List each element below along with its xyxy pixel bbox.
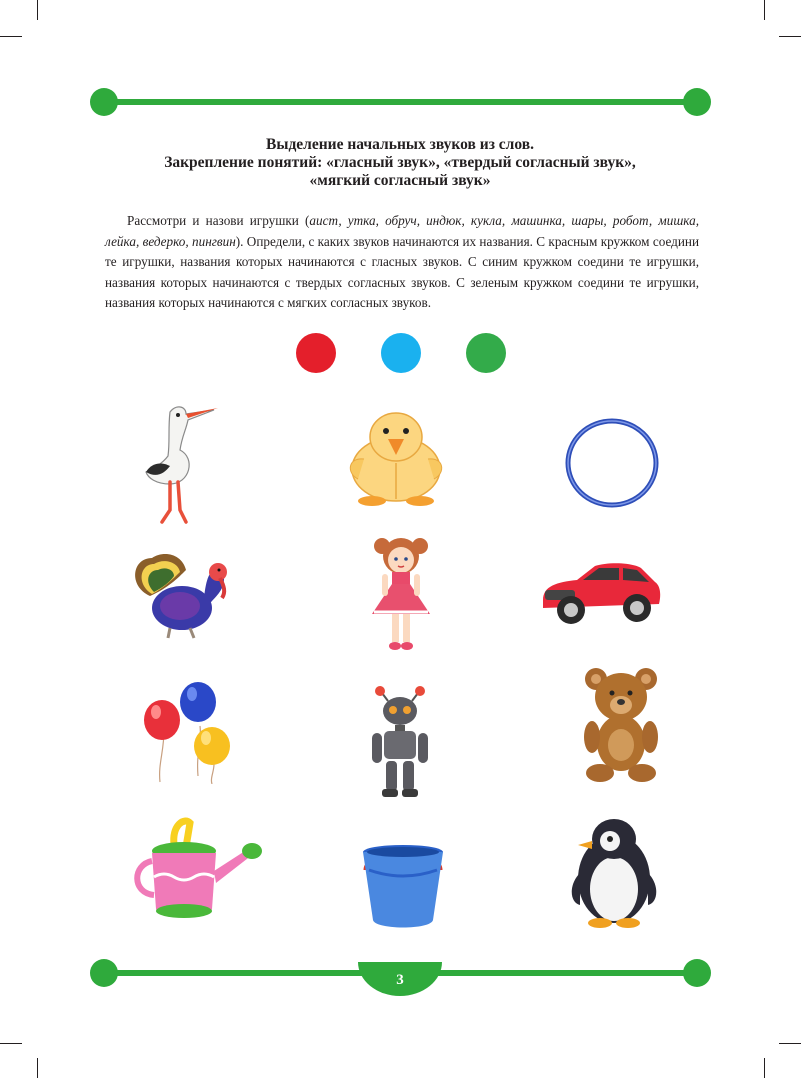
- bucket-picture[interactable]: [357, 840, 449, 930]
- title-line-2: Закрепление понятий: «гласный звук», «твердый согласный звук»,: [164, 154, 636, 171]
- title-line-3: «мягкий согласный звук»: [309, 172, 491, 189]
- page-title: [90, 136, 710, 190]
- balloons-picture[interactable]: [138, 680, 234, 784]
- crop-mark: [764, 0, 765, 20]
- red-circle[interactable]: [296, 333, 336, 373]
- blue-circle[interactable]: [381, 333, 421, 373]
- bear-picture[interactable]: [580, 665, 664, 785]
- instruction-toy-list: аист, утка, обруч, индюк, кукла, машинка, шары, робот, мишка, лейка, ведерко, пингвин: [105, 213, 699, 249]
- crop-mark: [764, 1058, 765, 1078]
- bottom-rule-left-dot: [90, 959, 118, 987]
- crop-mark: [0, 36, 22, 37]
- instruction-text: [105, 211, 699, 314]
- hoop-picture[interactable]: [564, 417, 660, 509]
- top-rule-left-dot: [90, 88, 118, 116]
- top-rule-right-dot: [683, 88, 711, 116]
- watering-can-picture[interactable]: [128, 815, 266, 927]
- page-number: 3: [396, 972, 404, 988]
- instruction-lead: Рассмотри и назови игрушки (: [127, 213, 310, 228]
- instruction-rest: ). Определи, с каких звуков начинаются их названия. С красным кружком соедини те игрушки, названия которых начинаются с гласных звуков. С синим кружком соедини те игрушки, названия которых начинаются с твердых согласных звуков. С зеленым кружком соедини те игрушки, названия которых начинаются с мягких согласных звуков.: [105, 233, 700, 310]
- crop-mark: [0, 1043, 22, 1044]
- crop-mark: [779, 36, 801, 37]
- penguin-picture[interactable]: [564, 815, 664, 929]
- crop-mark: [37, 1058, 38, 1078]
- green-circle[interactable]: [466, 333, 506, 373]
- duck-picture[interactable]: [344, 407, 448, 507]
- car-picture[interactable]: [537, 556, 663, 630]
- top-rule: [104, 99, 696, 105]
- stork-picture[interactable]: [140, 402, 224, 526]
- crop-mark: [37, 0, 38, 20]
- robot-picture[interactable]: [362, 683, 438, 801]
- doll-picture[interactable]: [368, 534, 434, 654]
- turkey-picture[interactable]: [128, 548, 232, 640]
- crop-mark: [779, 1043, 801, 1044]
- bottom-rule-right-dot: [683, 959, 711, 987]
- title-line-1: Выделение начальных звуков из слов.: [266, 136, 534, 153]
